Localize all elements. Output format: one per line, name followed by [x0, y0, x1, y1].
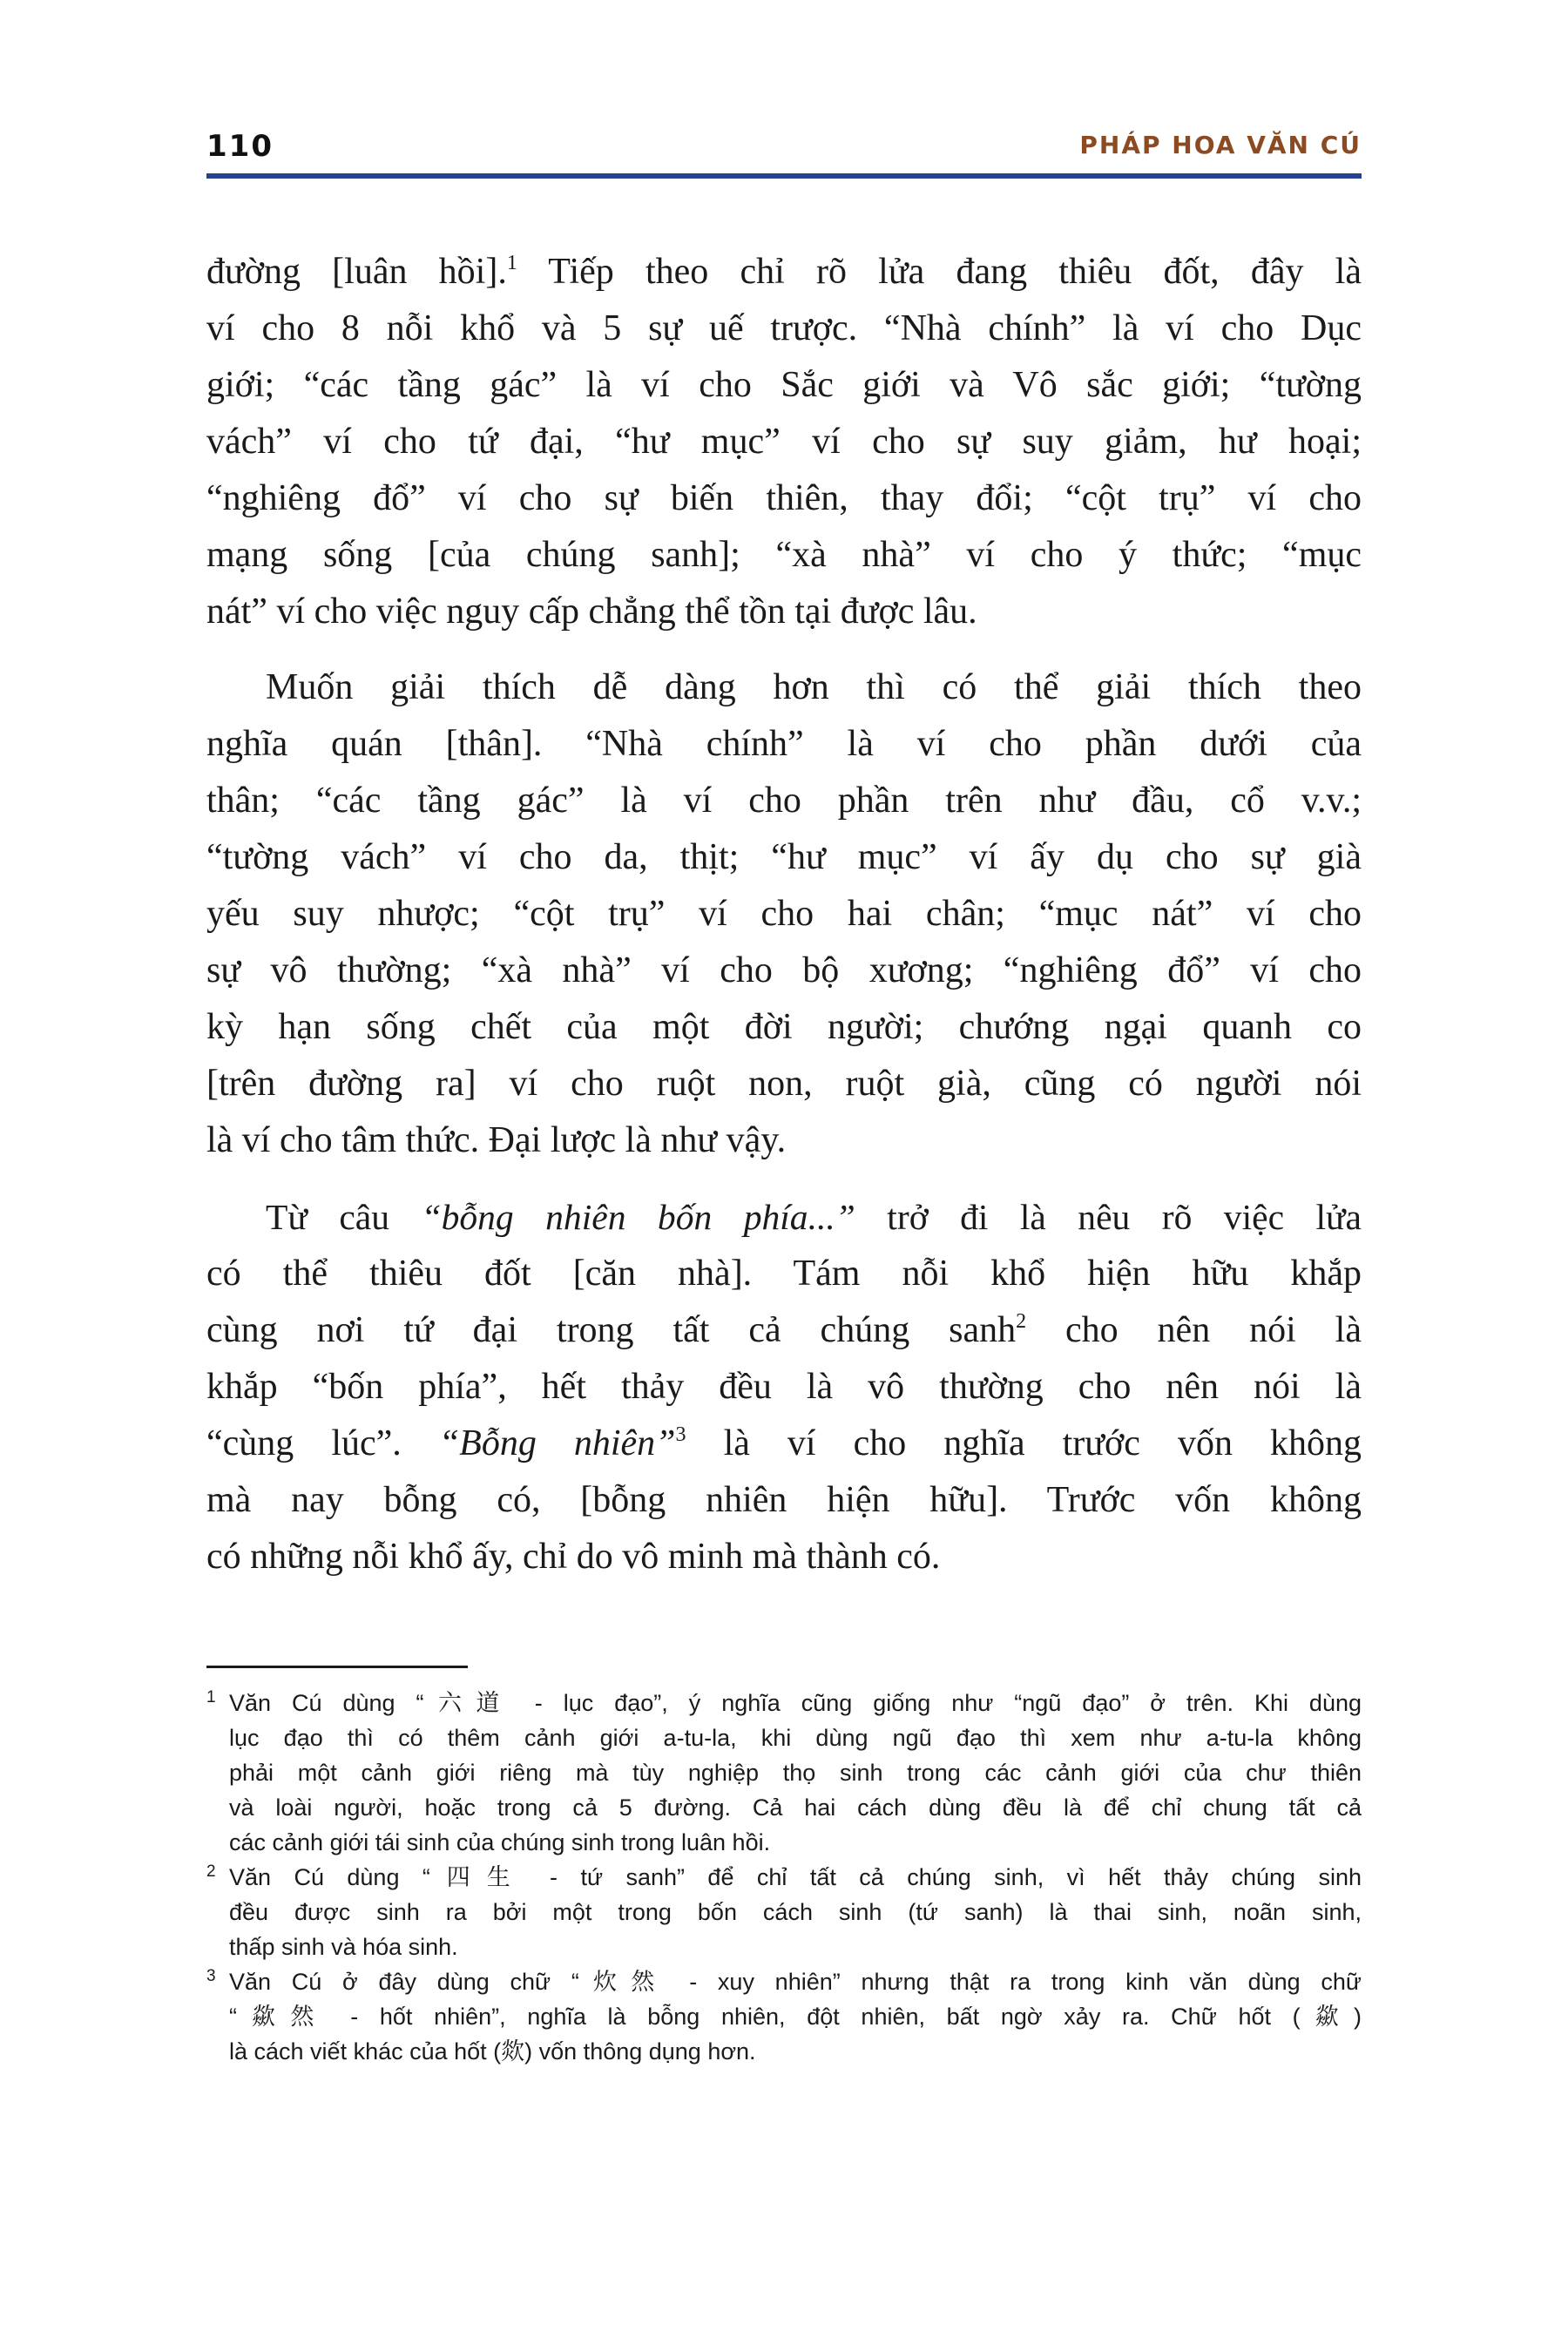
text-line: mà nay bỗng có, [bỗng nhiên hiện hữu]. Trước vốn không: [206, 1480, 1362, 1520]
footnote-3: [206, 1964, 1362, 2069]
text-line: là ví cho tâm thức. Đại lược là như vậy.: [206, 1120, 787, 1160]
footnote-line: lục đạo thì có thêm cảnh giới a-tu-la, khi dùng ngũ đạo thì xem như a-tu-la không: [229, 1725, 1362, 1751]
footnote-2: [206, 1860, 1362, 1964]
footnote-line: Văn Cú dùng “六道 - lục đạo”, ý nghĩa cũng giống như “ngũ đạo” ở trên. Khi dùng: [229, 1690, 1362, 1716]
text-line: sự vô thường; “xà nhà” ví cho bộ xương; “nghiêng đổ” ví cho: [206, 950, 1362, 990]
running-header: [206, 122, 1362, 166]
footnote-line: Văn Cú dùng “四生 - tứ sanh” để chỉ tất cả chúng sinh, vì hết thảy chúng sinh: [229, 1864, 1362, 1890]
text-line: ví cho 8 nỗi khổ và 5 sự uế trược. “Nhà chính” là ví cho Dục: [206, 308, 1362, 348]
text-line: đường [luân hồi].$^1$ Tiếp theo chỉ rõ lửa đang thiêu đốt, đây là: [206, 252, 1362, 292]
footnote-line: phải một cảnh giới riêng mà tùy nghiệp thọ sinh trong các cảnh giới của chư thiên: [229, 1760, 1362, 1786]
page-number: 110: [206, 129, 274, 164]
text-line: vách” ví cho tứ đại, “hư mục” ví cho sự suy giảm, hư hoại;: [206, 422, 1362, 462]
book-title: PHÁP HOA VĂN CÚ: [1079, 131, 1362, 159]
footnote-ref-3[interactable]: 3: [675, 1423, 686, 1446]
text-line: Từ câu “bỗng nhiên bốn phía...” trở đi là nêu rõ việc lửa: [266, 1197, 1362, 1237]
footnote-ref-1[interactable]: 1: [506, 252, 517, 274]
text-line: yếu suy nhược; “cột trụ” ví cho hai chân; “mục nát” ví cho: [206, 894, 1362, 934]
text-line: “tường vách” ví cho da, thịt; “hư mục” ví ấy dụ cho sự già: [206, 837, 1362, 877]
footnote-separator: [206, 1666, 468, 1668]
footnote-1: [206, 1686, 1362, 1860]
paragraph-1: [206, 244, 1362, 640]
text-line: có thể thiêu đốt [căn nhà]. Tám nỗi khổ hiện hữu khắp: [206, 1254, 1362, 1294]
quoted-phrase: “bỗng nhiên bốn phía...”: [421, 1197, 855, 1237]
footnote-line: “歘然 - hốt nhiên”, nghĩa là bỗng nhiên, đột nhiên, bất ngờ xảy ra. Chữ hốt (歘): [229, 2004, 1362, 2030]
footnote-ref-2[interactable]: 2: [1016, 1310, 1027, 1333]
footnotes: [206, 1686, 1362, 2069]
text-line: kỳ hạn sống chết của một đời người; chướng ngại quanh co: [206, 1007, 1362, 1047]
footnote-number: 3: [206, 1967, 216, 1985]
text-line: nát” ví cho việc nguy cấp chẳng thể tồn tại được lâu.: [206, 591, 977, 632]
text-line: Muốn giải thích dễ dàng hơn thì có thể giải thích theo: [266, 667, 1362, 707]
footnote-line: đều được sinh ra bởi một trong bốn cách sinh (tứ sanh) là thai sinh, noãn sinh,: [229, 1899, 1362, 1925]
footnote-line: và loài người, hoặc trong cả 5 đường. Cả hai cách dùng đều là để chỉ chung tất cả: [229, 1794, 1362, 1821]
text-line: “cùng lúc”. “Bỗng nhiên”$^3$ là ví cho nghĩa trước vốn không: [206, 1423, 1362, 1463]
quoted-phrase: “Bỗng nhiên”: [438, 1423, 676, 1463]
text-line: khắp “bốn phía”, hết thảy đều là vô thường cho nên nói là: [206, 1367, 1362, 1407]
header-rule: [206, 173, 1362, 179]
footnote-line: Văn Cú ở đây dùng chữ “炊然 - xuy nhiên” nhưng thật ra trong kinh văn dùng chữ: [229, 1969, 1362, 1995]
paragraph-2: [206, 659, 1362, 1169]
text-line: [trên đường ra] ví cho ruột non, ruột già, cũng có người nói: [206, 1064, 1362, 1104]
text-line: mạng sống [của chúng sanh]; “xà nhà” ví cho ý thức; “mục: [206, 535, 1362, 575]
text-line: cùng nơi tứ đại trong tất cả chúng sanh$^2$ cho nên nói là: [206, 1310, 1362, 1350]
footnote-line: các cảnh giới tái sinh của chúng sinh trong luân hồi.: [229, 1829, 771, 1855]
paragraph-3: [206, 1189, 1362, 1585]
footnote-number: 2: [206, 1862, 216, 1881]
footnote-number: 1: [206, 1688, 216, 1707]
text-line: giới; “các tầng gác” là ví cho Sắc giới và Vô sắc giới; “tường: [206, 365, 1362, 405]
text-line: “nghiêng đổ” ví cho sự biến thiên, thay đổi; “cột trụ” ví cho: [206, 478, 1362, 518]
footnote-line: là cách viết khác của hốt (欻) vốn thông dụng hơn.: [229, 2038, 756, 2065]
footnote-line: thấp sinh và hóa sinh.: [229, 1934, 458, 1960]
text-line: có những nỗi khổ ấy, chỉ do vô minh mà thành có.: [206, 1537, 941, 1577]
text-line: thân; “các tầng gác” là ví cho phần trên như đầu, cổ v.v.;: [206, 781, 1362, 821]
text-line: nghĩa quán [thân]. “Nhà chính” là ví cho phần dưới của: [206, 724, 1362, 764]
